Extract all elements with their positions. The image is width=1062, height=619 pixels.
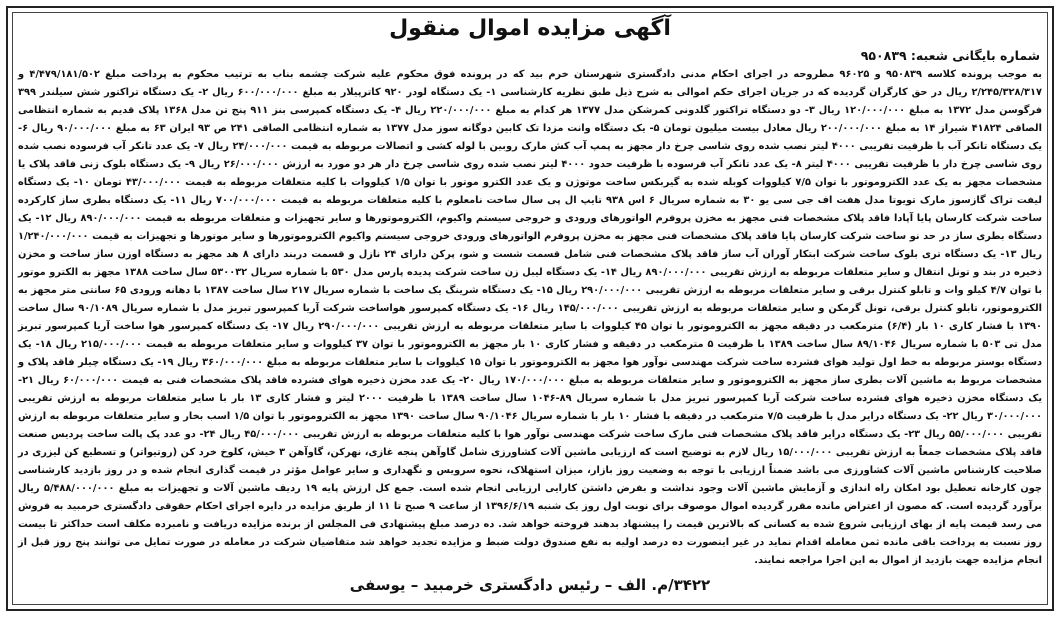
notice-footer: ۳۴۲۲/م. الف – رئیس دادگستری خرمبید – یوسفی <box>349 576 711 594</box>
archive-number: شماره بایگانی شعبه: ۹۵۰۸۳۹ <box>860 48 1040 63</box>
auction-notice <box>6 6 1054 611</box>
notice-title: آگهی مزایده اموال منقول <box>389 16 671 41</box>
notice-body: به موجب پرونده کلاسه ۹۵۰۸۳۹ و ۹۶۰۲۵ مطروحه در اجرای احکام مدنی دادگستری شهرستان خرم بید که در پرونده فوق محکوم علیه شرکت چشمه بناب به ترتیب محکوم به پرداخت مبلغ ۴/۴۷۹/۱۸۱/۵۰۲ و ۲/۲۴۵/۳۲۸/۳۱۷ ریال در حق کارگران گردیده که در جریان اجرای حکم اموالی به شرح ذیل طبق نظریه کارشناسی ۱- یک دستگاه لودر ۹۲۰ کاترپیلار به مبلغ ۶۰۰/۰۰۰/۰۰۰ ریال ۲- یک دستگاه تراکتور شش سیلندر ۳۹۹ فرگوسن مدل ۱۳۷۲ به مبلغ ۱۲۰/۰۰۰/۰۰۰ ریال ۳- دو دستگاه تراکتور گلدونی کمرشکن مدل ۱۳۷۷ هر کدام به مبلغ ۲۲۰/۰۰۰/۰۰۰ ریال ۴- یک دستگاه کمپرسی بنز ۹۱۱ پنج تن مدل ۱۳۶۸ پلاک قدیم به شماره انتظامی الصاقی ۴۱۸۲۴ شیراز ۱۴ به مبلغ ۲۰۰/۰۰۰/۰۰۰ ریال معادل بیست میلیون تومان ۵- یک دستگاه وانت مزدا تک کابین دوگانه سوز مدل ۱۳۷۷ به شماره انتظامی الصاقی ۲۴۱ ص ۹۳ ایران ۶۳ به مبلغ ۹۰/۰۰۰/۰۰۰ ریال ۶- یک دستگاه تانکر آب با ظرفیت تقریبی ۴۰۰۰ لیتر نصب شده روی شاسی چرخ دار مجهز به پمپ آب کش مارک روبین با لوله کشی و اتصالات مربوطه به قیمت ۲۴/۰۰۰/۰۰۰ ریال ۷- یک عدد تانکر آب فرسوده نصب شده روی شاسی چرخ دار با ظرفیت تقریبی ۴۰۰۰ لیتر ۸- یک عدد تانکر آب فرسوده با ظرفیت حدود ۴۰۰۰ لیتر نصب شده روی شاسی چرخ دار هر دو مورد به ارزش ۲۶/۰۰۰/۰۰۰ ریال ۹- یک دستگاه بلوک زنی فاقد پلاک یا مشخصات مجهز به یک عدد الکتروموتور با توان ۷/۵ کیلووات کوبله شده به گیربکس ساخت موتوژن و یک عدد الکترو موتور با توان ۱/۵ کیلووات با کلیه متعلقات مربوطه به قیمت ۴۳/۰۰۰/۰۰۰ تومان ۱۰- یک دستگاه لیفت تراک گازسوز مارک تویوتا مدل هفت اف جی سی یو ۳۰ به شماره سریال ۶ اس ۹۳۸ تایپ ال پی سال ساخت نامعلوم با کلیه متعلقات مربوطه به قیمت ۷۰۰/۰۰۰/۰۰۰ ریال ۱۱- یک دستگاه بطری ساز کارکرده ساخت شرکت کارسان پایا آپادا فاقد پلاک مشخصات فنی مجهز به مخزن پروفرم الواتورهای ورودی و خروجی سیستم واکیوم، الکتروموتورها و سایر تجهیزات و متعلقات مربوطه به قیمت ۸۹۰/۰۰۰/۰۰۰ ریال ۱۲- یک دستگاه بطری ساز در حد نو ساخت شرکت کارسان پایا فاقد پلاک مشخصات فنی مجهز به مخزن پروفرم الواتورهای ورودی خروجی سیستم واکیوم الکتروموتورها و سایر موتورها و تجهیزات به قیمت ۱/۲۴۰/۰۰۰/۰۰۰ ریال ۱۳- یک دستگاه تری بلوک ساخت شرکت ابتکار آوران آب ساز فاقد پلاک مشخصات فنی شامل قسمت شست و شو، پرکن دارای ۲۴ نازل و قسمت دربند دارای ۸ هد مجهز به دستگاه اوزن ساز ساخت و مخزن ذخیره در بند و تونل انتقال و سایر متعلقات مربوطه به ارزش تقریبی ۸۹۰/۰۰۰/۰۰۰ ریال ۱۴- یک دستگاه لیبل زن ساخت شرکت پدیده پارس مدل ۵۳۰ با شماره سریال ۵۳۰۰۳۲ سال ساخت ۱۳۸۸ مجهز به الکترو موتور با توان ۴/۷ کیلو وات و تابلو کنترل برقی و سایر متعلقات مربوطه به ارزش تقریبی ۲۹۰/۰۰۰/۰۰۰ ریال ۱۵- یک دستگاه شرینگ یک ساخت با شماره سریال ۲۱۷ سال ساخت ۱۳۸۷ با دهانه ورودی ۶۵ سانتی متر مجهز به الکتروموتور، تابلو کنترل برقی، تونل گرمکن و سایر متعلقات مربوطه به ارزش تقریبی ۱۴۵/۰۰۰/۰۰۰ ریال ۱۶- یک دستگاه کمپرسور هواساخت شرکت آریا کمپرسور تبریز مدل با شماره سریال ۹۰/۱۰۸۹ سال ساخت ۱۳۹۰ با فشار کاری ۱۰ بار (۶/۴) مترمکعب در دقیقه مجهز به الکتروموتور با توان ۴۵ کیلووات با سایر متعلقات مربوطه به ارزش تقریبی ۲۹۰/۰۰۰/۰۰۰ ریال ۱۷- یک دستگاه کمپرسور هوا ساخت آریا کمپرسور تبریز مدل تی ۵۰۳ با شماره سریال ۸۹/۱۰۴۶ سال ساخت ۱۳۸۹ با ظرفیت ۵ مترمکعب در دقیقه و فشار کاری ۱۰ بار مجهز به الکتروموتور با توان ۳۷ کیلووات و سایر متعلقات مربوطه به قیمت ۲۱۵/۰۰۰/۰۰۰ ریال ۱۸- یک دستگاه بوستر مربوطه به خط اول تولید هوای فشرده ساخت شرکت مهندسی نوآور هوا مجهز به الکتروموتور با توان ۱۵ کیلووات با سایر متعلقات مربوطه به مبلغ ۳۶۰/۰۰۰/۰۰۰ ریال ۱۹- یک دستگاه چیلر فاقد پلاک و مشخصات مربوط به ماشین آلات بطری ساز مجهز به الکتروموتور و سایر متعلقات مربوطه به مبلغ ۱۷۰/۰۰۰/۰۰۰ ریال ۲۰- یک عدد مخزن ذخیره هوای فشرده فاقد پلاک مشخصات فنی به قیمت ۶۰/۰۰۰/۰۰۰ ریال ۲۱- یک دستگاه مخزن ذخیره هوای فشرده ساخت شرکت آریا کمپرسور تبریز مدل با شماره سریال ۸۹-۱۰۴۶ سال ساخت ۱۳۸۹ با ظرفیت ۲۰۰۰ لیتر و فشار کاری ۱۳ بار با سایر متعلقات مربوطه به ارزش تقریبی ۳۰/۰۰۰/۰۰۰ ریال ۲۲- یک دستگاه درایر مدل با ظرفیت ۷/۵ مترمکعب در دقیقه با فشار ۱۰ بار با شماره سریال ۹۰/۱۰۴۶ سال ساخت ۱۳۹۰ مجهز به الکتروموتور با توان ۱/۵ اسب بخار و سایر متعلقات مربوطه به ارزش تقریبی ۵۵/۰۰۰/۰۰۰ ریال ۲۳- یک دستگاه درایر فاقد پلاک مشخصات فنی مارک ساخت شرکت مهندسی نوآور هوا با کلیه متعلقات مربوطه به ارزش تقریبی ۴۵/۰۰۰/۰۰۰ ریال ۲۴- دو عدد پک پالت ساخت پردیس صنعت فاقد پلاک مشخصات جمعاً به ارزش تقریبی ۱۵/۰۰۰/۰۰۰ ریال لازم به توضیح است که ارزیابی ماشین آلات کشاورزی شامل گاوآهن پنجه غازی، نهرکن، گاوآهن ۳ خیش، کلوخ خرد کن (روتیواتر) و تسطیع کن لیزری در صلاحیت کارشناس ماشین آلات کشاورزی می باشد ضمناً ارزیابی با توجه به وضعیت روز بازار، میزان استهلاک، نحوه سرویس و نگهداری و سایر عوامل مؤثر در قیمت گذاری انجام شده و در روز بازدید کارشناسی چون کارخانه تعطیل بود امکان راه اندازی و آزمایش ماشین آلات وجود نداشت و بفرض داشتن کارایی ارزیابی انجام شده است. جمع کل ارزش پایه ۱۹ ردیف ماشین آلات و تجهیزات به مبلغ ۵/۴۸۸/۰۰۰/۰۰۰ ریال برآورد گردیده است. که مصون از اعتراض مانده مقرر گردیده اموال موصوف برای نوبت اول روز یک شنبه ۱۳۹۶/۶/۱۹ از ساعت ۹ صبح تا ۱۱ از طریق مزایده در دایره اجرای احکام حقوقی دادگستری خرمبید به فروش می رسد قیمت پایه از بهای ارزیابی شروع شده به کسانی که بالاترین قیمت را پیشنهاد بدهند فروخته خواهد شد. ده درصد مبلغ پیشنهادی فی المجلس از برنده مزایده دریافت و نامبرده مکلف است حداکثر تا بیست روز نسبت به پرداخت باقی مانده ثمن معامله اقدام نماید در غیر اینصورت ده درصد اولیه به نفع صندوق دولت ضبط و مزایده تجدید خواهد شد متقاضیان شرکت در معامله در صورت تمایل می توانند پنج روز قبل از انجام مزایده جهت بازدید از اموال به این اجرا مراجعه نمایند. <box>18 69 1043 566</box>
